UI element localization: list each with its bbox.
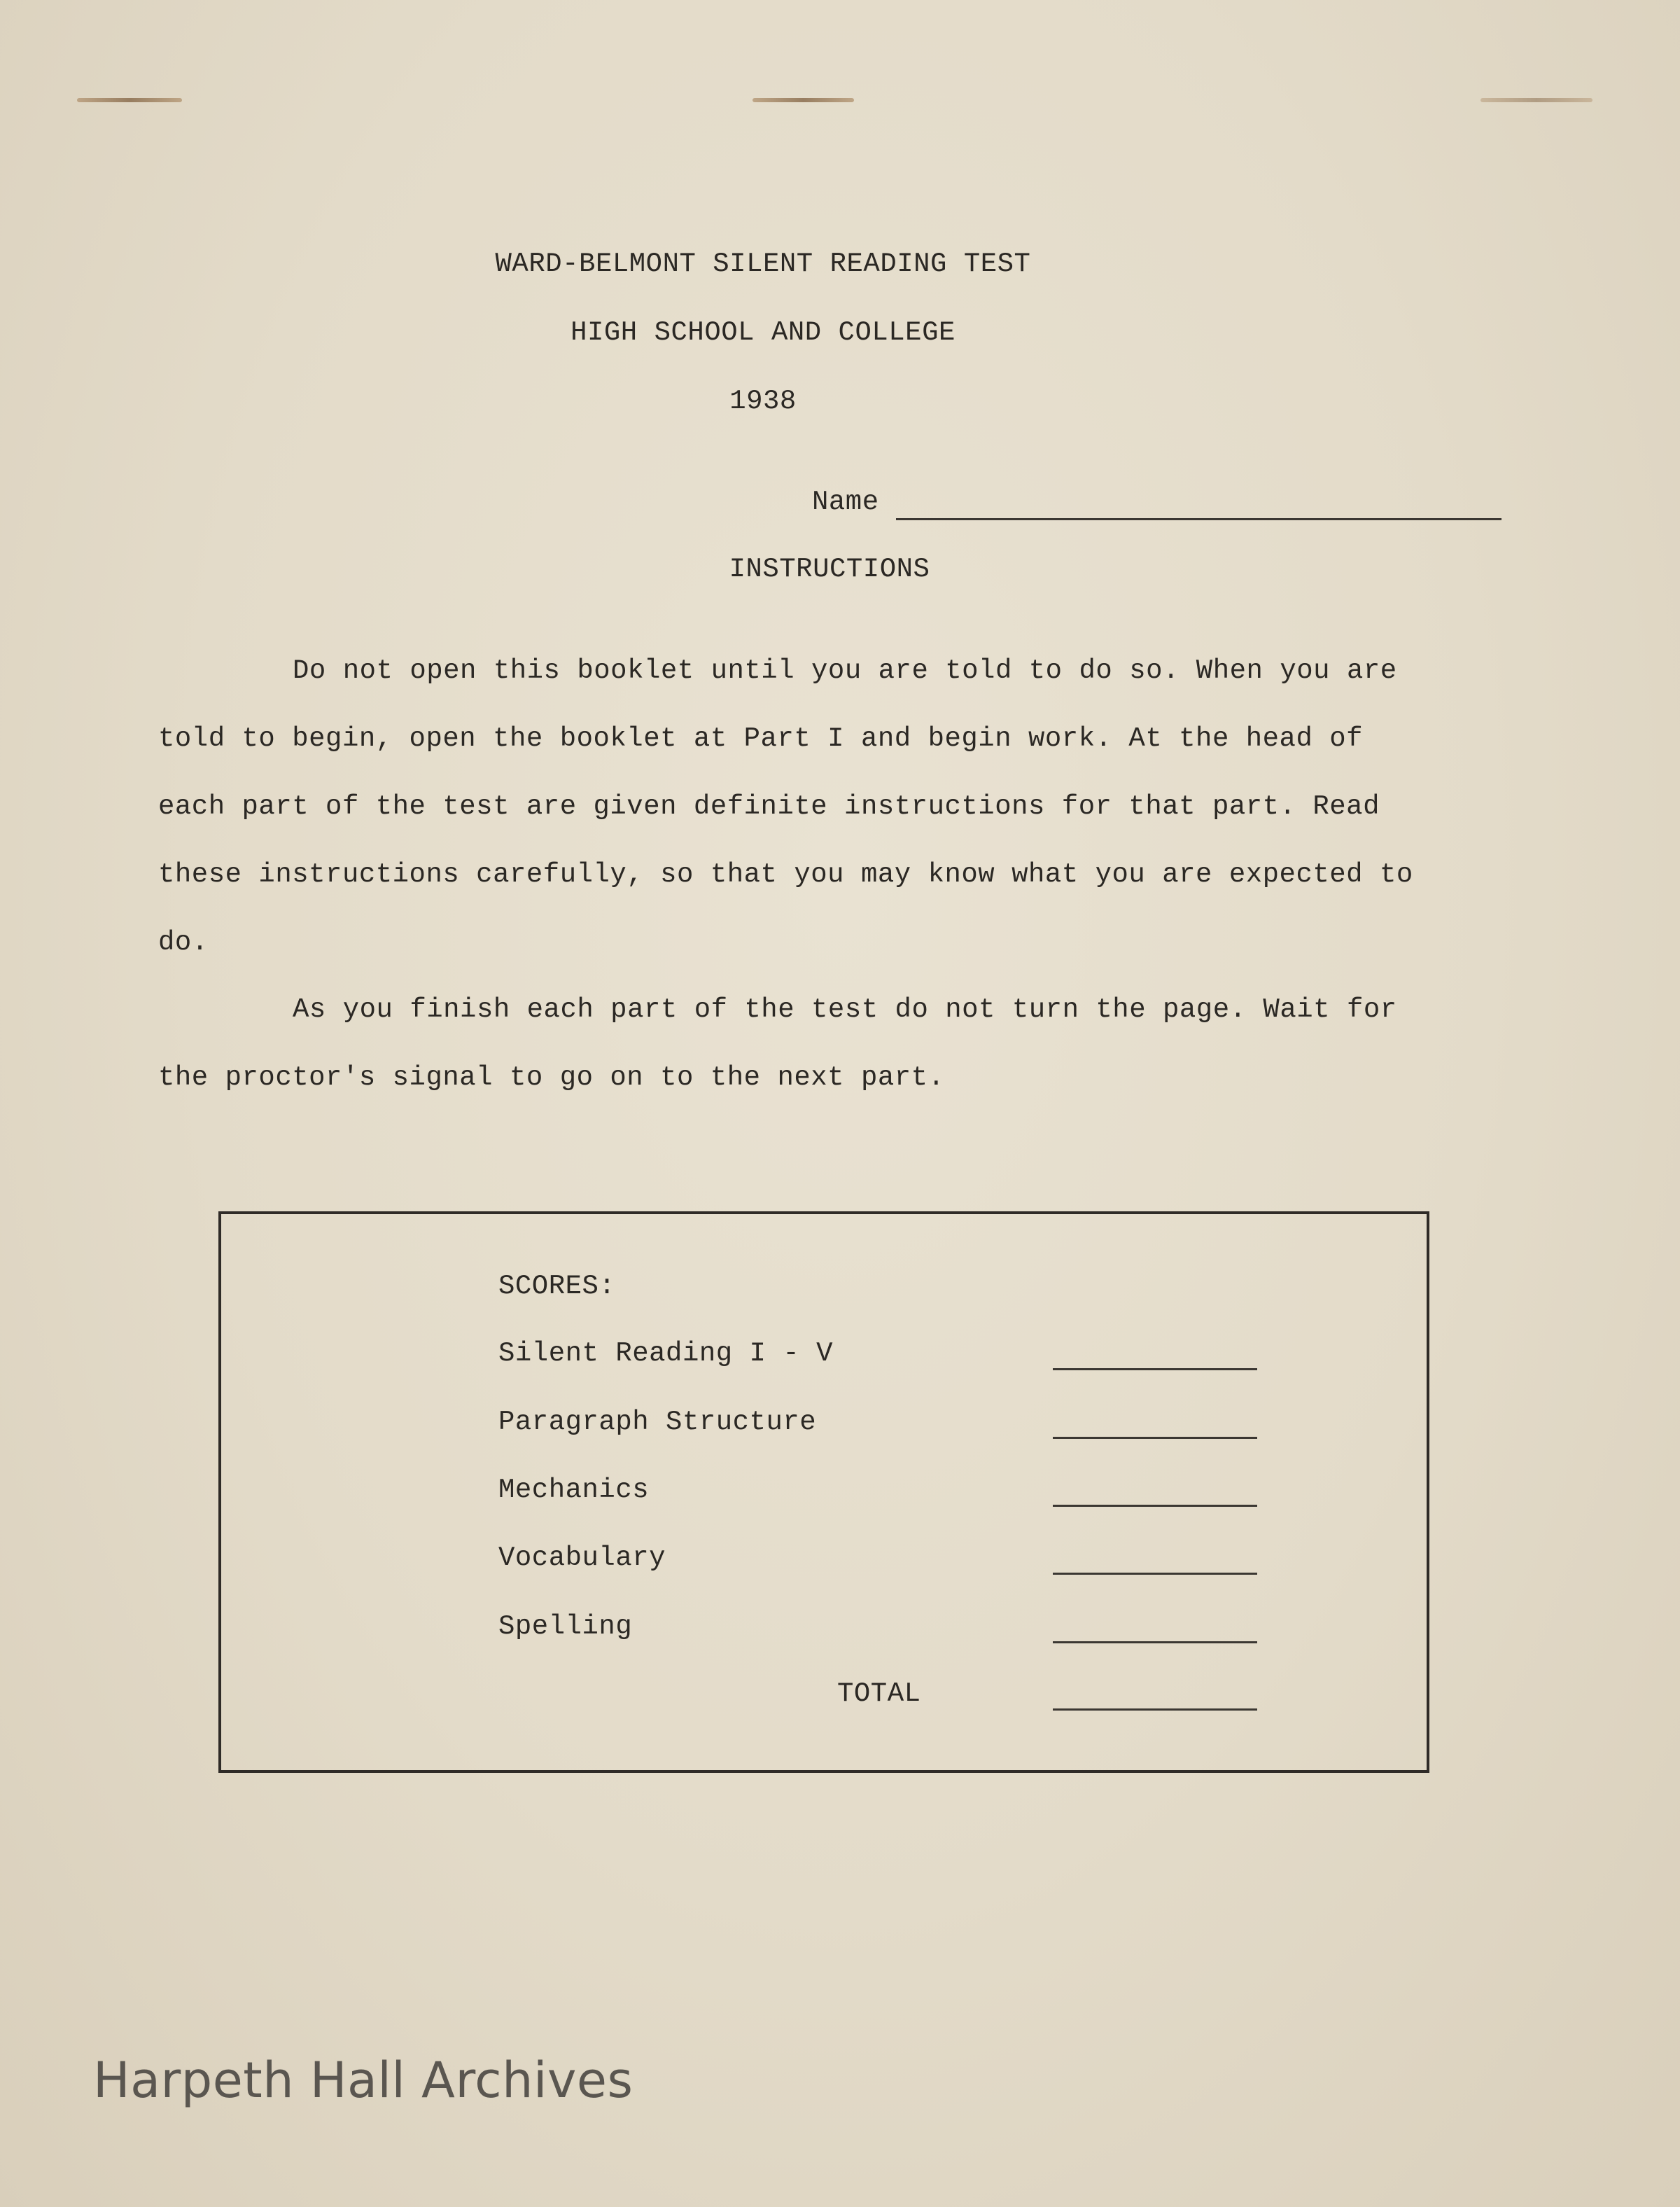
instructions-paragraph-1: Do not open this booklet until you are told to do so. When you are told to begin, open the booklet at Part I and begin work. At the head of each part of the test are given definite instructions for that part. Read these instructions carefully, so that you may know what you are expected to do. bbox=[158, 655, 1413, 958]
test-subtitle: HIGH SCHOOL AND COLLEGE bbox=[570, 317, 955, 348]
staple-mark-right bbox=[1480, 98, 1592, 102]
score-label-spelling: Spelling bbox=[498, 1611, 633, 1642]
score-line-total[interactable] bbox=[1053, 1708, 1257, 1711]
name-field-line[interactable] bbox=[896, 518, 1502, 520]
score-label-vocabulary: Vocabulary bbox=[498, 1543, 666, 1573]
score-line-mechanics[interactable] bbox=[1053, 1505, 1257, 1507]
staple-mark-left bbox=[77, 98, 182, 102]
test-title: WARD-BELMONT SILENT READING TEST bbox=[495, 249, 1031, 279]
score-line-silent-reading[interactable] bbox=[1053, 1368, 1257, 1370]
archive-watermark: Harpeth Hall Archives bbox=[93, 2052, 634, 2109]
staple-mark-center bbox=[752, 98, 854, 102]
scores-box bbox=[218, 1211, 1429, 1773]
name-label: Name bbox=[812, 487, 879, 517]
score-label-total: TOTAL bbox=[837, 1678, 921, 1709]
score-line-paragraph-structure[interactable] bbox=[1053, 1437, 1257, 1439]
score-label-mechanics: Mechanics bbox=[498, 1475, 650, 1505]
score-label-silent-reading: Silent Reading I - V bbox=[498, 1338, 834, 1369]
score-label-paragraph-structure: Paragraph Structure bbox=[498, 1407, 817, 1437]
test-year: 1938 bbox=[729, 386, 797, 417]
scores-heading: SCORES: bbox=[498, 1271, 616, 1302]
score-line-vocabulary[interactable] bbox=[1053, 1573, 1257, 1575]
score-line-spelling[interactable] bbox=[1053, 1641, 1257, 1643]
instructions-paragraph-2: As you finish each part of the test do not turn the page. Wait for the proctor's signal to go on to the next part. bbox=[158, 994, 1397, 1093]
instructions-heading: INSTRUCTIONS bbox=[729, 554, 930, 585]
